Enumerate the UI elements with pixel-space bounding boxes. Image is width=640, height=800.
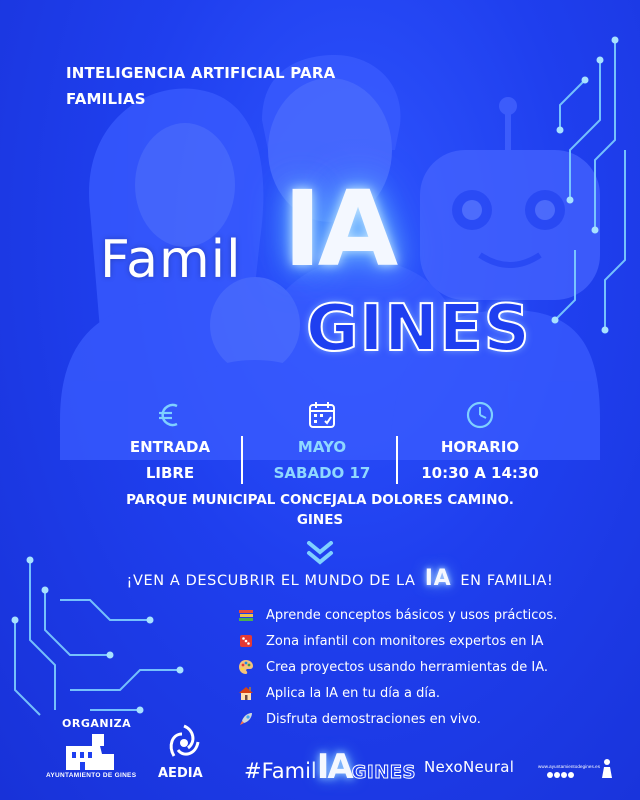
list-item bbox=[238, 680, 618, 706]
list-item bbox=[238, 706, 618, 732]
info-divider bbox=[241, 436, 243, 484]
website-text: www.ayuntamientodegines.es bbox=[538, 764, 601, 769]
info-divider bbox=[396, 436, 398, 484]
fecha-info bbox=[262, 400, 382, 486]
entrada-line1: ENTRADA bbox=[129, 438, 211, 456]
list-item bbox=[238, 628, 618, 654]
list-item bbox=[238, 602, 618, 628]
hashtag-prefix: #Famil bbox=[244, 759, 317, 783]
logo-gines-text: GINES bbox=[306, 292, 531, 366]
rocket-icon bbox=[238, 711, 254, 727]
fecha-day: SABADO 17 bbox=[273, 464, 371, 482]
calendar-icon bbox=[307, 400, 337, 430]
social-icons bbox=[546, 771, 576, 779]
logo-famil-text: Famil bbox=[100, 230, 242, 290]
horario-time: 10:30 A 14:30 bbox=[421, 464, 539, 482]
entrada-line2: LIBRE bbox=[145, 464, 195, 482]
event-subtitle: INTELIGENCIA ARTIFICIAL PARA FAMILIAS bbox=[66, 64, 336, 108]
double-chevron-down-icon bbox=[306, 541, 334, 565]
event-hashtag bbox=[244, 747, 416, 787]
event-location bbox=[60, 490, 580, 530]
fecha-month: MAYO bbox=[297, 438, 347, 456]
feature-list bbox=[238, 602, 618, 732]
euro-icon bbox=[155, 400, 185, 430]
house-icon bbox=[238, 685, 254, 701]
slogan-before: ¡VEN A DESCUBRIR EL MUNDO DE LA bbox=[126, 573, 416, 589]
books-icon bbox=[238, 607, 254, 623]
ayuntamiento-label: AYUNTAMIENTO DE GINES bbox=[46, 772, 137, 779]
feature-text: Aplica la IA en tu día a día. bbox=[266, 685, 441, 701]
feature-text: Crea proyectos usando herramientas de IA. bbox=[266, 659, 549, 675]
nexoneural-logo-text: NexoNeural bbox=[424, 758, 515, 776]
feature-text: Zona infantil con monitores expertos en IA bbox=[266, 633, 544, 649]
child-face-shape bbox=[210, 277, 300, 373]
figure-icon bbox=[600, 758, 614, 780]
robot-head-shape bbox=[420, 150, 600, 300]
ayuntamiento-logo bbox=[62, 732, 120, 772]
organiza-label: ORGANIZA bbox=[62, 717, 132, 730]
aedia-label: AEDIA bbox=[158, 766, 203, 781]
location-line2: GINES bbox=[296, 512, 344, 528]
hashtag-ia: IA bbox=[316, 747, 352, 787]
feature-text: Disfruta demostraciones en vivo. bbox=[266, 711, 481, 727]
clock-icon bbox=[465, 400, 495, 430]
woman-face-shape bbox=[135, 123, 235, 247]
logo-ia-text: IA bbox=[283, 168, 395, 290]
dice-icon bbox=[238, 633, 254, 649]
horario-label: HORARIO bbox=[440, 438, 520, 456]
palette-icon bbox=[238, 659, 254, 675]
location-line1: PARQUE MUNICIPAL CONCEJALA DOLORES CAMINO. bbox=[126, 492, 514, 508]
feature-text: Aprende conceptos básicos y usos prácticos. bbox=[266, 607, 558, 623]
list-item bbox=[238, 654, 618, 680]
hashtag-suffix: GINES bbox=[351, 762, 417, 783]
entrada-info bbox=[110, 400, 230, 486]
slogan-ia: IA bbox=[424, 566, 452, 591]
horario-info bbox=[410, 400, 550, 486]
slogan bbox=[100, 566, 580, 594]
slogan-after: EN FAMILIA! bbox=[460, 573, 554, 589]
aedia-logo bbox=[164, 722, 204, 764]
